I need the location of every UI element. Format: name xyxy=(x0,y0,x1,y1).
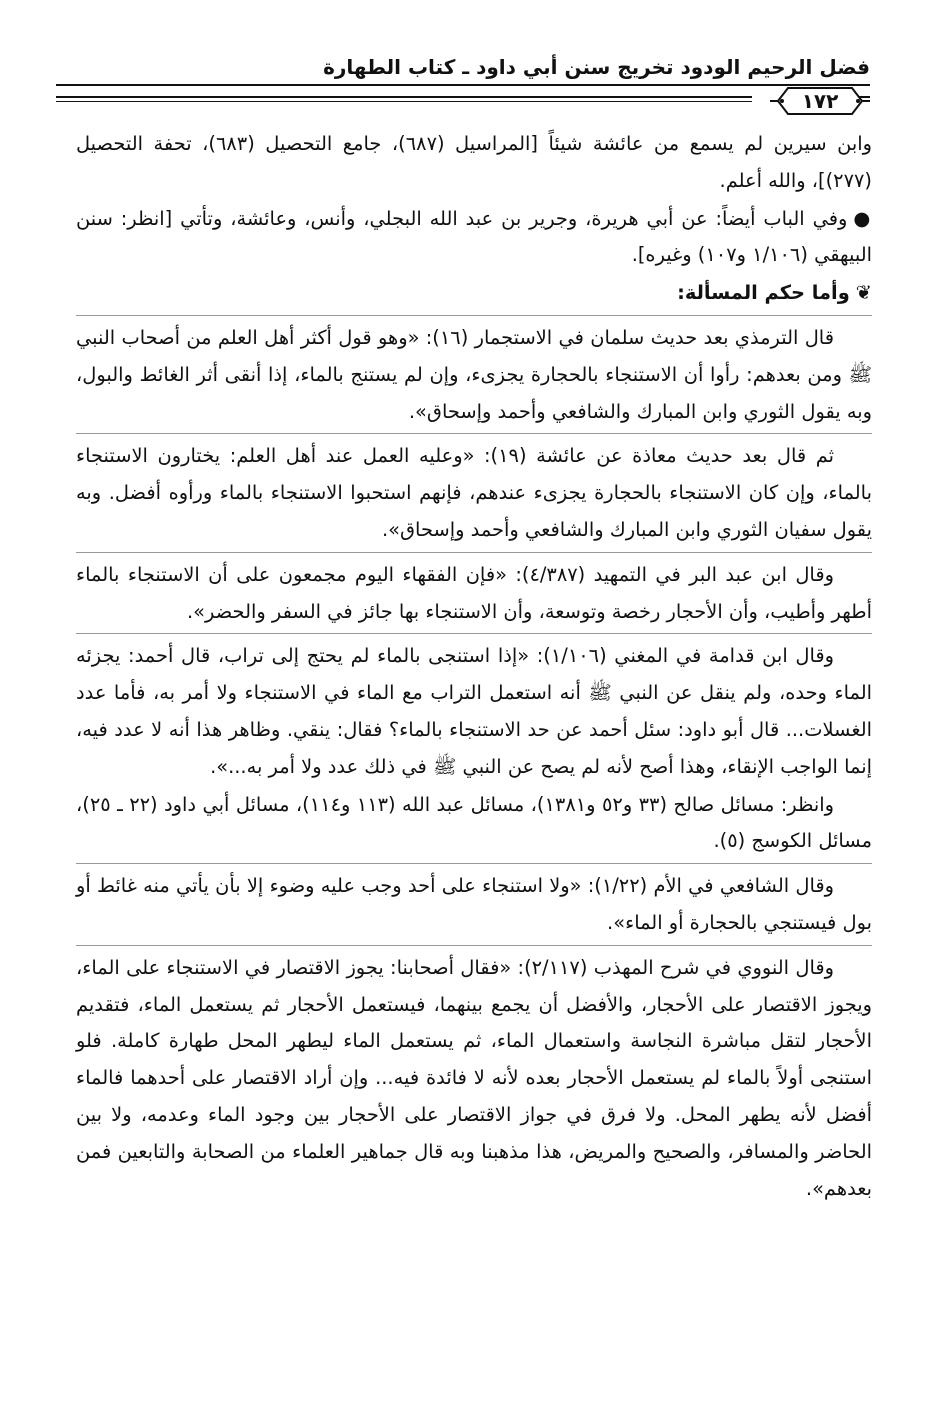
paragraph-4: ثم قال بعد حديث معاذة عن عائشة (١٩): «وعليه العمل عند أهل العلم: يختارون الاستنجاء بالماء، وإن كان الاستنجاء بالحجارة يجزىء عندهم، فإنهم استحبوا الاستنجاء بالماء ورأوه أفضل. وبه يقول سفيان الثوري وابن المبارك والشافعي وأحمد وإسحاق». xyxy=(76,444,872,541)
page-number-frame xyxy=(768,84,872,118)
paragraph-2 xyxy=(76,201,872,275)
leaf-ornament-icon: ❦ xyxy=(855,281,872,305)
paragraph-divider xyxy=(76,863,872,864)
paragraph-9: وقال النووي في شرح المهذب (٢/١١٧): «فقال أصحابنا: يجوز الاقتصار في الاستنجاء على الماء، ويجوز الاقتصار على الأحجار، والأفضل أن يجمع بينهما، فيستعمل الأحجار ثم يستعمل الماء، فتقديم الأحجار لتقل مباشرة النجاسة واستعمال الماء، ثم يستعمل الماء ليطهر المحل طهارة كاملة. فلو استنجى أولاً بالماء لم يستعمل الأحجار بعده لأنه لا فائدة فيه... وإن أراد الاقتصار على أحدهما فالماء أفضل لأنه يطهر المحل. ولا فرق في جواز الاقتصار على الأحجار بين وجود الماء وعدمه، ولا بين الحاضر والمسافر، والصحيح والمريض، هذا مذهبنا وبه قال جماهير العلماء من الصحابة والتابعين فمن بعدهم». xyxy=(76,955,872,1200)
paragraph-6: وقال ابن قدامة في المغني (١/١٠٦): «إذا استنجى بالماء لم يحتج إلى تراب، قال أحمد: يجزئه الماء وحده، ولم ينقل عن النبي ﷺ أنه استعمل التراب مع الماء في الاستنجاء ولا أمر به، فأما عدد الغسلات... قال أبو داود: سئل أحمد عن حد الاستنجاء بالماء؟ فقال: ينقي. وظاهر هذا أنه لا عدد فيه، إنما الواجب الإنقاء، وهذا أصح لأنه لم يصح عن النبي ﷺ في ذلك عدد ولا أمر به...». xyxy=(76,644,872,778)
paragraph-1: وابن سيرين لم يسمع من عائشة شيئاً [المراسيل (٦٨٧)، جامع التحصيل (٦٨٣)، تحفة التحصيل (٢٧٧)]، والله أعلم. xyxy=(76,132,872,192)
page-number: ١٧٢ xyxy=(801,89,839,113)
paragraph-divider xyxy=(76,552,872,553)
paragraph-divider xyxy=(76,945,872,946)
paragraph-5: وقال ابن عبد البر في التمهيد (٤/٣٨٧): «فإن الفقهاء اليوم مجمعون على أن الاستنجاء بالماء أطهر وأطيب، وأن الأحجار رخصة وتوسعة، وأن الاستنجاء بها جائز في السفر والحضر». xyxy=(76,562,872,623)
paragraph-7: وانظر: مسائل صالح (٣٣ و٥٢ و١٣٨١)، مسائل عبد الله (١١٣ و١١٤)، مسائل أبي داود (٢٢ ـ ٢٥)، مسائل الكوسج (٥). xyxy=(76,792,872,853)
page-header xyxy=(56,52,870,113)
page-body xyxy=(76,126,872,1208)
header-rule-left xyxy=(56,96,752,98)
paragraph-3: قال الترمذي بعد حديث سلمان في الاستجمار (١٦): «وهو قول أكثر أهل العلم من أصحاب النبي ﷺ ومن بعدهم: رأوا أن الاستنجاء بالحجارة يجزىء، وإن لم يستنج بالماء، إذا أنقى أثر الغائط والبول، وبه يقول الثوري وابن المبارك والشافعي وأحمد وإسحاق». xyxy=(76,325,872,423)
paragraph-divider xyxy=(76,633,872,634)
paragraph-8: وقال الشافعي في الأم (١/٢٢): «ولا استنجاء على أحد وجب عليه وضوء إلا بأن يأتي منه غائط أو بول فيستنجي بالحجارة أو الماء». xyxy=(76,874,872,934)
paragraph-divider xyxy=(76,433,872,434)
section-heading xyxy=(76,275,872,312)
section-heading-text: وأما حكم المسألة: xyxy=(677,281,850,305)
running-title: فضل الرحيم الودود تخريج سنن أبي داود ـ كتاب الطهارة xyxy=(323,55,870,79)
bullet-icon: ● xyxy=(853,206,873,230)
heading-divider xyxy=(76,315,872,316)
header-rule xyxy=(56,84,870,86)
paragraph-2-text: وفي الباب أيضاً: عن أبي هريرة، وجرير بن عبد الله البجلي، وأنس، وعائشة، وتأتي [انظر: سنن البيهقي (١/١٠٦ و١٠٧) وغيره]. xyxy=(76,206,872,267)
header-rule-left-thin xyxy=(56,101,752,102)
